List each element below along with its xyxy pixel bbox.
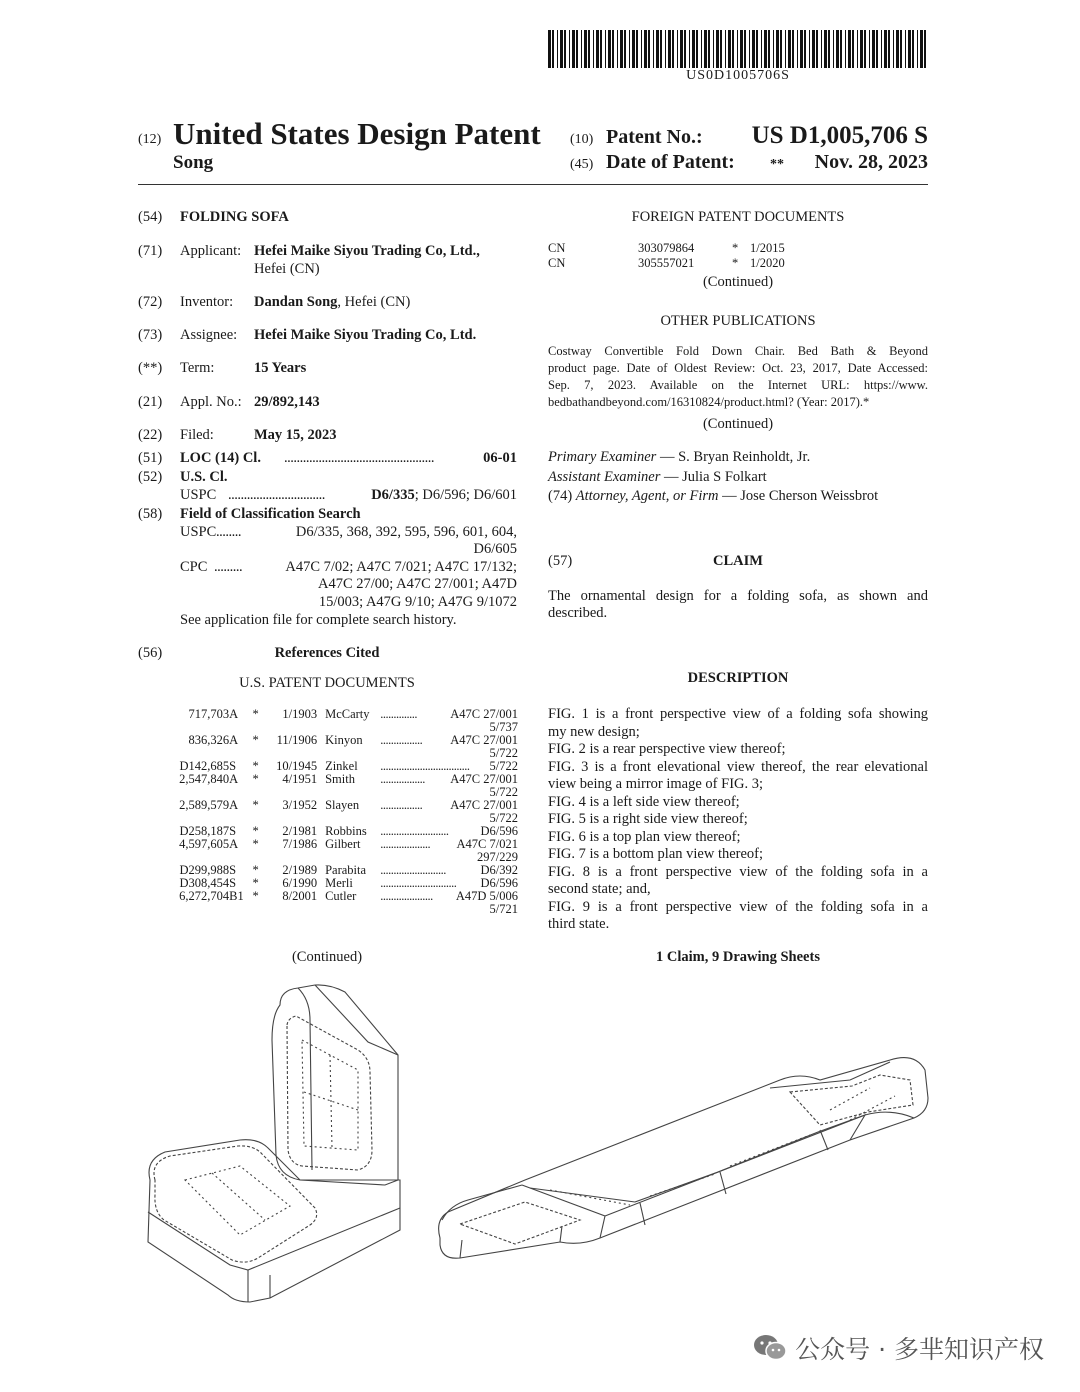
barcode-bar — [924, 30, 926, 68]
barcode-bar — [632, 30, 635, 68]
ref-dots: ................. — [380, 772, 425, 786]
code-57: (57) — [548, 553, 573, 569]
claim-title: CLAIM — [713, 553, 763, 569]
barcode-bar — [884, 30, 887, 68]
barcode-bar — [761, 30, 762, 68]
filed-label: Filed: — [180, 427, 214, 443]
barcode-bar — [848, 30, 851, 68]
us-refs-continued: (Continued) — [291, 949, 363, 965]
ref-kind: A — [229, 798, 239, 812]
ref-class: A47C 27/001 — [450, 707, 518, 721]
ref-dots: ................ — [380, 798, 423, 812]
ref-class-secondary: 297/229 — [477, 850, 518, 864]
barcode-number: US0D1005706S — [686, 68, 790, 83]
barcode-bar — [881, 30, 882, 68]
barcode-bar — [665, 30, 666, 68]
code-22: (22) — [138, 427, 163, 443]
barcode-bar — [552, 30, 554, 68]
ref-class: D6/392 — [480, 863, 518, 877]
barcode-bar — [677, 30, 678, 68]
ref-kind: A — [229, 772, 239, 786]
claim-line2: described. — [548, 605, 608, 621]
ref-date: 11/1906 — [276, 733, 318, 747]
ref-date: 10/1945 — [276, 759, 318, 773]
barcode-bar — [737, 30, 738, 68]
description-line: FIG. 5 is a right side view thereof; — [548, 811, 748, 827]
description-line: view being a mirror image of FIG. 3; — [548, 776, 764, 792]
code-74: (74) — [548, 488, 573, 504]
barcode-bar — [596, 30, 599, 68]
assignee-label: Assignee: — [180, 327, 238, 343]
description-line: FIG. 9 is a front perspective view of the folding sofa in a — [548, 898, 928, 915]
ref-dots: ............................. — [380, 876, 457, 890]
barcode-bar — [593, 30, 594, 68]
ref-kind: S — [229, 876, 237, 890]
sofa-drawing — [130, 980, 940, 1310]
field-uspc-line1: D6/335, 368, 392, 595, 596, 601, 604, — [295, 524, 517, 540]
ref-number: D308,454 — [179, 876, 230, 890]
ref-class-secondary: 5/737 — [489, 720, 518, 734]
foreign-country: CN — [548, 256, 566, 270]
ref-class: A47C 27/001 — [450, 733, 518, 747]
header-rule — [138, 184, 928, 185]
other-publications-title: OTHER PUBLICATIONS — [660, 313, 816, 329]
loc-dots: ................................................ — [284, 450, 434, 466]
barcode-bar — [548, 30, 551, 68]
assistant-examiner-label: Assistant Examiner — [548, 469, 661, 485]
barcode-bar — [840, 30, 842, 68]
uspc-secondary: ; D6/596; D6/601 — [414, 487, 517, 503]
other-pub-line3: Sep. 7, 2023. Available on the Internet URL: https://www. — [548, 378, 928, 392]
barcode-bar — [600, 30, 602, 68]
ref-date: 8/2001 — [282, 889, 318, 903]
code-73: (73) — [138, 327, 163, 343]
loc-value: 06-01 — [483, 450, 517, 466]
barcode-bar — [872, 30, 875, 68]
field-uspc-dots: ........ — [216, 524, 241, 540]
code-51: (51) — [138, 450, 163, 466]
foreign-star: * — [732, 256, 739, 270]
code-54: (54) — [138, 209, 163, 225]
barcode-bar — [917, 30, 918, 68]
description-line: my new design; — [548, 723, 640, 740]
barcode-bar — [833, 30, 834, 68]
barcode-bar — [773, 30, 774, 68]
barcode-bar — [725, 30, 726, 68]
barcode-bar — [704, 30, 707, 68]
barcode-bar — [560, 30, 563, 68]
code-10: (10) — [570, 132, 594, 147]
barcode-bar — [612, 30, 614, 68]
barcode-bar — [672, 30, 674, 68]
ref-name: Merli — [325, 876, 353, 890]
ref-date: 2/1989 — [282, 863, 318, 877]
barcode-bar — [828, 30, 830, 68]
ref-kind: B1 — [229, 889, 244, 903]
ref-star: * — [252, 863, 259, 877]
us-reference-row — [168, 890, 518, 903]
ref-star: * — [252, 837, 259, 851]
field-cpc-line2: A47C 27/00; A47C 27/001; A47D — [318, 576, 517, 592]
us-patent-docs-title: U.S. PATENT DOCUMENTS — [239, 675, 415, 691]
inventor-label: Inventor: — [180, 294, 234, 310]
barcode-bar — [660, 30, 662, 68]
patent-date: Nov. 28, 2023 — [814, 151, 928, 173]
barcode-bar — [752, 30, 755, 68]
barcode-bar — [821, 30, 822, 68]
ref-class: D6/596 — [480, 876, 518, 890]
barcode-bar — [893, 30, 894, 68]
description-line: FIG. 3 is a front elevational view thereof, the rear elevational — [548, 758, 928, 775]
us-reference-row — [168, 773, 518, 786]
barcode-bar — [641, 30, 642, 68]
barcode-bar — [569, 30, 570, 68]
code-52: (52) — [138, 469, 163, 485]
uspc-value — [350, 487, 517, 504]
barcode-bar — [605, 30, 606, 68]
field-cpc-dots: ......... — [214, 559, 243, 575]
attorney-label: Attorney, Agent, or Firm — [575, 488, 719, 504]
ref-name: Parabita — [325, 863, 367, 877]
ref-number: 717,703 — [188, 707, 230, 721]
barcode-bar — [576, 30, 578, 68]
barcode-bar — [792, 30, 794, 68]
ref-class: A47D 5/006 — [455, 889, 518, 903]
us-reference-row — [168, 838, 518, 851]
barcode-bar — [617, 30, 618, 68]
other-pub-line2: product page. Date of Oldest Review: Oct. 23, 2017, Date Accessed: — [548, 361, 928, 375]
uspc-label: USPC — [180, 487, 217, 503]
barcode-bar — [636, 30, 638, 68]
primary-examiner-name: — S. Bryan Reinholdt, Jr. — [659, 449, 811, 465]
date-label: Date of Patent: — [606, 151, 735, 173]
barcode-bar — [809, 30, 810, 68]
uspc-dots: ............................... — [228, 487, 325, 503]
applicant-location: Hefei (CN) — [254, 261, 320, 277]
ref-dots: .................................. — [380, 759, 470, 773]
ref-number: D299,988 — [179, 863, 230, 877]
primary-examiner — [548, 449, 810, 466]
barcode-bar — [816, 30, 818, 68]
ref-name: Gilbert — [325, 837, 361, 851]
wechat-icon — [753, 1334, 787, 1362]
barcode-bar — [785, 30, 786, 68]
barcode-bar — [728, 30, 731, 68]
barcode-bar — [804, 30, 806, 68]
date-marker: ** — [770, 157, 784, 172]
foreign-country: CN — [548, 241, 566, 255]
us-reference-row — [168, 734, 518, 747]
barcode-bar — [788, 30, 791, 68]
barcode-bar — [797, 30, 798, 68]
barcode-bar — [668, 30, 671, 68]
uspc-primary: D6/335 — [371, 487, 415, 503]
description-line: third state. — [548, 916, 610, 932]
ref-number: 2,589,579 — [179, 798, 230, 812]
loc-label: LOC (14) Cl. — [180, 450, 261, 466]
ref-kind: A — [229, 707, 239, 721]
description-line: FIG. 7 is a bottom plan view thereof; — [548, 846, 764, 862]
ref-dots: ......................... — [380, 863, 446, 877]
ref-date: 1/1903 — [282, 707, 318, 721]
assistant-examiner — [548, 469, 767, 486]
ref-date: 2/1981 — [282, 824, 318, 838]
barcode-bar — [584, 30, 587, 68]
ref-name: Smith — [325, 772, 355, 786]
watermark — [753, 1330, 1044, 1366]
inventor-name: Dandan Song — [254, 294, 338, 310]
ref-class-secondary: 5/722 — [489, 785, 518, 799]
barcode-bar — [557, 30, 558, 68]
barcode-bar — [692, 30, 695, 68]
barcode-bar — [749, 30, 750, 68]
barcode-bar — [588, 30, 590, 68]
inventor-surname: Song — [173, 152, 214, 173]
ref-star: * — [252, 798, 259, 812]
barcode-bar — [860, 30, 863, 68]
ref-kind: A — [229, 733, 239, 747]
claims-sheets-count: 1 Claim, 9 Drawing Sheets — [656, 949, 820, 965]
primary-examiner-label: Primary Examiner — [548, 449, 657, 465]
us-references-table — [168, 708, 518, 916]
barcode-bar — [624, 30, 626, 68]
barcode-bar — [920, 30, 923, 68]
ref-number: 6,272,704 — [179, 889, 230, 903]
ref-date: 6/1990 — [282, 876, 318, 890]
ref-star: * — [252, 772, 259, 786]
ref-name: McCarty — [325, 707, 370, 721]
ref-date: 3/1952 — [282, 798, 318, 812]
barcode-bar — [864, 30, 866, 68]
ref-name: Slayen — [325, 798, 360, 812]
ref-dots: .............. — [380, 707, 417, 721]
barcode-bar — [780, 30, 782, 68]
ref-number: 836,326 — [188, 733, 230, 747]
us-reference-row — [168, 708, 518, 721]
field-uspc-label: USPC — [180, 524, 217, 540]
ref-star: * — [252, 733, 259, 747]
description-body — [548, 706, 928, 934]
barcode-bar — [908, 30, 911, 68]
term-value: 15 Years — [254, 360, 307, 376]
barcode-bar — [852, 30, 854, 68]
foreign-docs-title: FOREIGN PATENT DOCUMENTS — [631, 209, 845, 225]
ref-date: 4/1951 — [282, 772, 318, 786]
barcode-bar — [620, 30, 623, 68]
foreign-date: 1/2020 — [750, 256, 785, 270]
barcode-bar — [888, 30, 890, 68]
foreign-date: 1/2015 — [750, 241, 785, 255]
ref-kind: S — [229, 759, 237, 773]
description-line: FIG. 6 is a top plan view thereof; — [548, 828, 741, 845]
ref-date: 7/1986 — [282, 837, 318, 851]
claim-line1: The ornamental design for a folding sofa, as shown and — [548, 588, 928, 604]
code-term: (**) — [138, 360, 163, 376]
barcode-bar — [876, 30, 878, 68]
barcode-bar — [689, 30, 690, 68]
document-type: United States Design Patent — [173, 116, 541, 151]
barcode-bar — [756, 30, 758, 68]
code-58: (58) — [138, 506, 163, 522]
ref-class-secondary: 5/722 — [489, 746, 518, 760]
appl-no-label: Appl. No.: — [180, 394, 242, 410]
ref-star: * — [252, 707, 259, 721]
barcode-bar — [701, 30, 702, 68]
us-cl-label: U.S. Cl. — [180, 469, 228, 485]
ref-number: D258,187 — [179, 824, 230, 838]
field-cpc-line1: A47C 7/02; A47C 7/021; A47C 17/132; — [285, 559, 517, 575]
ref-dots: ................... — [380, 837, 431, 851]
description-line: second state; and, — [548, 881, 651, 897]
barcode-bar — [684, 30, 686, 68]
barcode-bar — [869, 30, 870, 68]
foreign-continued: (Continued) — [702, 274, 774, 290]
barcode-bar — [812, 30, 815, 68]
barcode-bar — [713, 30, 714, 68]
barcode-bar — [768, 30, 770, 68]
ref-name: Zinkel — [325, 759, 358, 773]
term-label: Term: — [180, 360, 215, 376]
description-line: FIG. 1 is a front perspective view of a folding sofa showing — [548, 706, 928, 722]
barcode-bar — [696, 30, 698, 68]
watermark-text: 公众号 · 多芈知识产权 — [795, 1335, 1044, 1364]
inventor-value — [254, 294, 410, 311]
field-cpc-label: CPC — [180, 559, 208, 575]
title: FOLDING SOFA — [180, 209, 289, 225]
barcode-bar — [905, 30, 906, 68]
field-cpc-line3: 15/003; A47G 9/10; A47G 9/1072 — [318, 594, 517, 610]
code-56: (56) — [138, 645, 163, 661]
ref-dots: .......................... — [380, 824, 449, 838]
foreign-star: * — [732, 241, 739, 255]
ref-name: Cutler — [325, 889, 357, 903]
code-45: (45) — [570, 157, 594, 172]
ref-class: A47C 7/021 — [456, 837, 518, 851]
ref-dots: ................ — [380, 733, 423, 747]
ref-class: 5/722 — [489, 759, 518, 773]
barcode-bar — [680, 30, 683, 68]
barcode-bar — [776, 30, 779, 68]
code-12: (12) — [138, 132, 162, 147]
applicant-label: Applicant: — [180, 243, 242, 259]
barcode-bar — [824, 30, 827, 68]
description-line: FIG. 2 is a rear perspective view thereof; — [548, 741, 786, 757]
patent-number-label: Patent No.: — [606, 126, 703, 148]
attorney-name: — Jose Cherson Weissbrot — [722, 488, 879, 504]
ref-number: 2,547,840 — [179, 772, 230, 786]
inventor-location: , Hefei (CN) — [337, 294, 411, 310]
barcode-bar — [648, 30, 650, 68]
ref-name: Robbins — [325, 824, 367, 838]
assistant-examiner-name: — Julia S Folkart — [664, 469, 767, 485]
code-72: (72) — [138, 294, 163, 310]
filed-value: May 15, 2023 — [254, 427, 337, 443]
appl-no-value: 29/892,143 — [254, 394, 320, 410]
assignee-name: Hefei Maike Siyou Trading Co, Ltd. — [254, 327, 477, 343]
ref-class: A47C 27/001 — [450, 798, 518, 812]
description-line: FIG. 8 is a front perspective view of the folding sofa in a — [548, 863, 928, 880]
ref-number: D142,685 — [179, 759, 230, 773]
barcode-bar — [740, 30, 743, 68]
ref-kind: A — [229, 837, 239, 851]
barcode-bar — [900, 30, 902, 68]
barcode-bar — [629, 30, 630, 68]
barcode-bar — [656, 30, 659, 68]
code-71: (71) — [138, 243, 163, 259]
barcode-bar — [744, 30, 746, 68]
barcode-bar — [644, 30, 647, 68]
barcode-bar — [716, 30, 719, 68]
ref-star: * — [252, 824, 259, 838]
barcode-bar — [564, 30, 566, 68]
barcode-bar — [845, 30, 846, 68]
barcode-bar — [732, 30, 734, 68]
ref-number: 4,597,605 — [179, 837, 230, 851]
code-21: (21) — [138, 394, 163, 410]
other-pub-continued: (Continued) — [702, 416, 774, 432]
ref-kind: S — [229, 863, 237, 877]
barcode-bar — [708, 30, 710, 68]
ref-class: A47C 27/001 — [450, 772, 518, 786]
ref-dots: .................... — [380, 889, 433, 903]
barcode-bar — [608, 30, 611, 68]
us-reference-row-cont — [168, 903, 518, 916]
other-pub-line4: bedbathandbeyond.com/16310824/product.html? (Year: 2017).* — [548, 395, 870, 409]
barcode-bar — [581, 30, 582, 68]
barcode-bar — [857, 30, 858, 68]
ref-star: * — [252, 759, 259, 773]
barcode-bar — [720, 30, 722, 68]
barcode-bar — [912, 30, 914, 68]
other-pub-line1: Costway Convertible Fold Down Chair. Bed Bath & Beyond — [548, 344, 928, 358]
field-search-note: See application file for complete search history. — [180, 612, 457, 628]
barcode-bar — [800, 30, 803, 68]
barcode-bar — [653, 30, 654, 68]
description-title: DESCRIPTION — [687, 670, 789, 686]
folded-sofa-figure — [148, 985, 400, 1302]
references-cited-label: References Cited — [274, 645, 380, 661]
barcode-bar — [896, 30, 899, 68]
patent-number: US D1,005,706 S — [751, 122, 928, 149]
ref-kind: S — [229, 824, 237, 838]
ref-class-secondary: 5/722 — [489, 811, 518, 825]
ref-class-secondary: 5/721 — [489, 902, 518, 916]
field-search-label: Field of Classification Search — [180, 506, 361, 522]
barcode-bar — [764, 30, 767, 68]
barcode-bar — [572, 30, 575, 68]
ref-star: * — [252, 876, 259, 890]
foreign-number: 305557021 — [638, 256, 695, 270]
attorney — [548, 488, 878, 505]
ref-star: * — [252, 889, 259, 903]
us-reference-row — [168, 799, 518, 812]
unfolded-sofa-figure — [439, 1058, 928, 1259]
barcode — [548, 30, 928, 68]
description-line: FIG. 4 is a left side view thereof; — [548, 793, 740, 810]
ref-class: D6/596 — [480, 824, 518, 838]
ref-name: Kinyon — [325, 733, 363, 747]
foreign-number: 303079864 — [638, 241, 695, 255]
field-uspc-line2: D6/605 — [473, 541, 517, 557]
barcode-bar — [836, 30, 839, 68]
applicant-name: Hefei Maike Siyou Trading Co, Ltd., — [254, 243, 480, 259]
